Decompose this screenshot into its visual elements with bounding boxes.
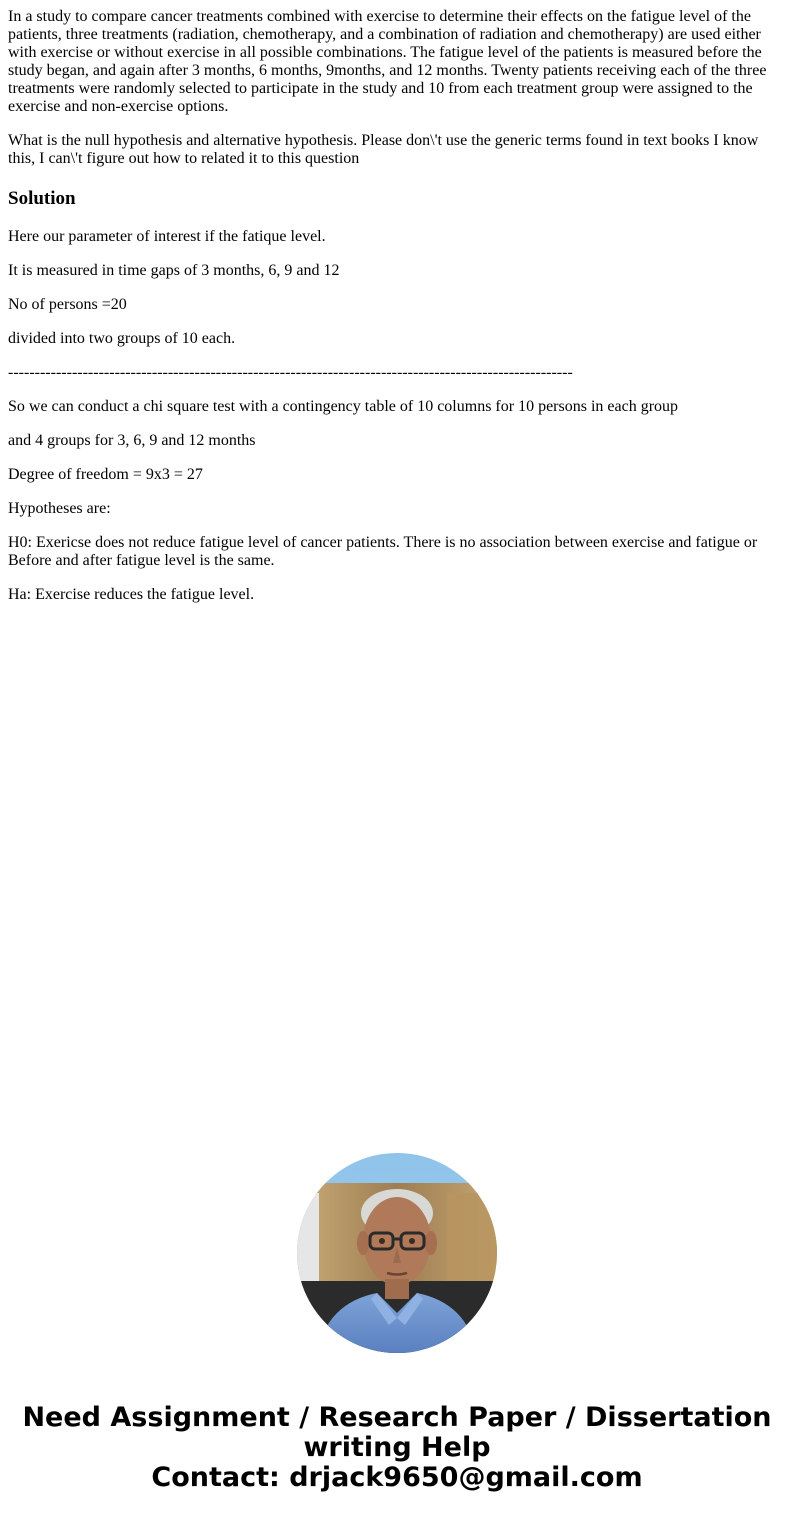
promo-line-2: writing Help <box>303 1432 491 1463</box>
author-portrait-image <box>297 1153 497 1353</box>
contact-line: Contact: drjack9650@gmail.com <box>151 1462 643 1493</box>
solution-heading: Solution <box>8 188 76 209</box>
null-hypothesis: H0: Exericse does not reduce fatigue level of cancer patients. There is no association between exercise and fatigue or Before and after fatigue level is the same. <box>8 534 758 569</box>
document-body <box>8 8 778 620</box>
promo-line-1: Need Assignment / Research Paper / Dissertation <box>22 1402 772 1433</box>
question-paragraph-1: In a study to compare cancer treatments combined with exercise to determine their effects on the fatigue level of the patients, three treatments (radiation, chemotherapy, and a combination of radiation and chemotherapy) are used either with exercise or without exercise in all possible combinations. The fatigue level of the patients is measured before the study began, and again after 3 months, 6 months, 9months, and 12 months. Twenty patients receiving each of the three treatments were randomly selected to participate in the study and 10 from each treatment group were assigned to the exercise and non-exercise options. <box>8 8 767 115</box>
alternative-hypothesis: Ha: Exercise reduces the fatigue level. <box>8 586 255 603</box>
solution-line: divided into two groups of 10 each. <box>8 330 236 347</box>
solution-line: Hypotheses are: <box>8 500 111 517</box>
solution-line: So we can conduct a chi square test with a contingency table of 10 columns for 10 persons in each group <box>8 398 679 415</box>
solution-line: No of persons =20 <box>8 296 127 313</box>
solution-line: It is measured in time gaps of 3 months, 6, 9 and 12 <box>8 262 340 279</box>
author-avatar <box>297 1153 497 1353</box>
promo-footer <box>0 1403 794 1493</box>
separator-line: ---------------------------------------------------------------------------------------------------------- <box>8 364 573 381</box>
solution-line: Here our parameter of interest if the fatique level. <box>8 228 326 245</box>
solution-line: Degree of freedom = 9x3 = 27 <box>8 466 203 483</box>
question-paragraph-2: What is the null hypothesis and alternative hypothesis. Please don\'t use the generic terms found in text books I know this, I can\'t figure out how to related it to this question <box>8 132 759 167</box>
solution-line: and 4 groups for 3, 6, 9 and 12 months <box>8 432 256 449</box>
